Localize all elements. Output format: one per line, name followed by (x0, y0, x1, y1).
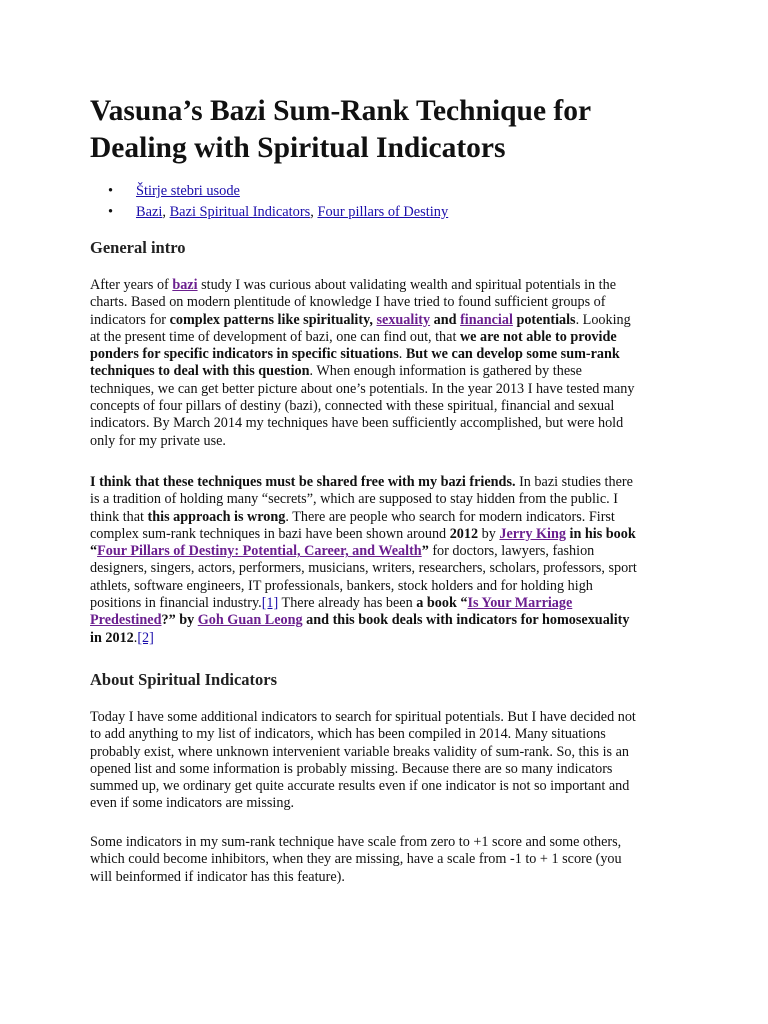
inline-link[interactable]: financial (460, 311, 513, 328)
category-link[interactable]: Four pillars of Destiny (317, 204, 449, 220)
inline-link[interactable]: sexuality (376, 311, 431, 328)
inline-link[interactable]: bazi (172, 277, 198, 293)
section-heading: General intro (90, 238, 186, 257)
footnote-link[interactable]: [2] (137, 629, 154, 646)
page-title: Vasuna’s Bazi Sum-Rank Technique for Dealing with Spiritual Indicators (90, 95, 592, 164)
category-link[interactable]: Bazi Spiritual Indicators (169, 204, 311, 220)
inline-link[interactable]: Jerry King (499, 525, 566, 542)
paragraph: After years of bazi study I was curious about validating wealth and spiritual potentials in the charts. Based on modern plentitude of knowledge I have tried to found sufficient groups of indicators for complex patterns like spirituality, sexuality and financial potentials. Looking at the present time of development of bazi, one can find out, that we are not able to provide ponders for specific indicators in specific situations. But we can develop some sum-rank techniques to deal with this question. When enough information is gathered by these techniques, we can get better picture about one’s potentials. In the year 2013 I have tested many concepts of four pillars of destiny (bazi), connected with these spiritual, financial and sexual indicators. By March 2014 my techniques have been sufficiently accomplished, but were hold only for my private use. (90, 277, 635, 449)
category-item: • Bazi, Bazi Spiritual Indicators, Four pillars of Destiny (136, 202, 448, 223)
section-heading: About Spiritual Indicators (90, 670, 278, 689)
inline-link[interactable]: Goh Guan Leong (197, 612, 303, 629)
paragraph: Today I have some additional indicators to search for spiritual potentials. But I have decided not to add anything to my list of indicators, which has been compiled in 2014. Many situations probably exist, where unknown intervenient variable breaks validity of sum-rank. So, this is an opened list and some information is probably missing. Because there are so many indicators summed up, we ordinary get quite accurate results even if one indicator is not so important and even if some indicators are missing. (90, 709, 636, 812)
paragraph: Some indicators in my sum-rank technique have scale from zero to +1 score and some others, which could become inhibitors, when they are missing, have a scale from -1 to + 1 score (you will beinformed if indicator has this feature). (90, 834, 622, 885)
category-link[interactable]: Štirje stebri usode (136, 183, 240, 199)
paragraph: I think that these techniques must be shared free with my bazi friends. In bazi studies there is a tradition of holding many “secrets”, which are supposed to stay hidden from the public. I think that this approach is wrong. There are people who search for modern indicators. First complex sum-rank techniques in bazi have been shown around 2012 by Jerry King in his book “Four Pillars of Destiny: Potential, Career, and Wealth” for doctors, lawyers, fashion designers, singers, actors, performers, musicians, writers, researchers, scholars, professors, sport athlets, software engineers, IT professionals, bankers, stock holders and for holding high positions in financial industry.[1] There already has been a book “Is Your Marriage Predestined?” by Goh Guan Leong and this book deals with indicators for homosexuality in 2012.[2] (90, 474, 637, 646)
category-link[interactable]: Bazi (136, 204, 163, 220)
footnote-link[interactable]: [1] (261, 595, 279, 612)
inline-link[interactable]: Is Your Marriage (467, 595, 573, 612)
inline-link[interactable]: Predestined (90, 612, 162, 629)
category-item (136, 181, 448, 202)
category-list (90, 181, 448, 223)
inline-link[interactable]: Four Pillars of Destiny: Potential, Career, and Wealth (97, 543, 422, 560)
